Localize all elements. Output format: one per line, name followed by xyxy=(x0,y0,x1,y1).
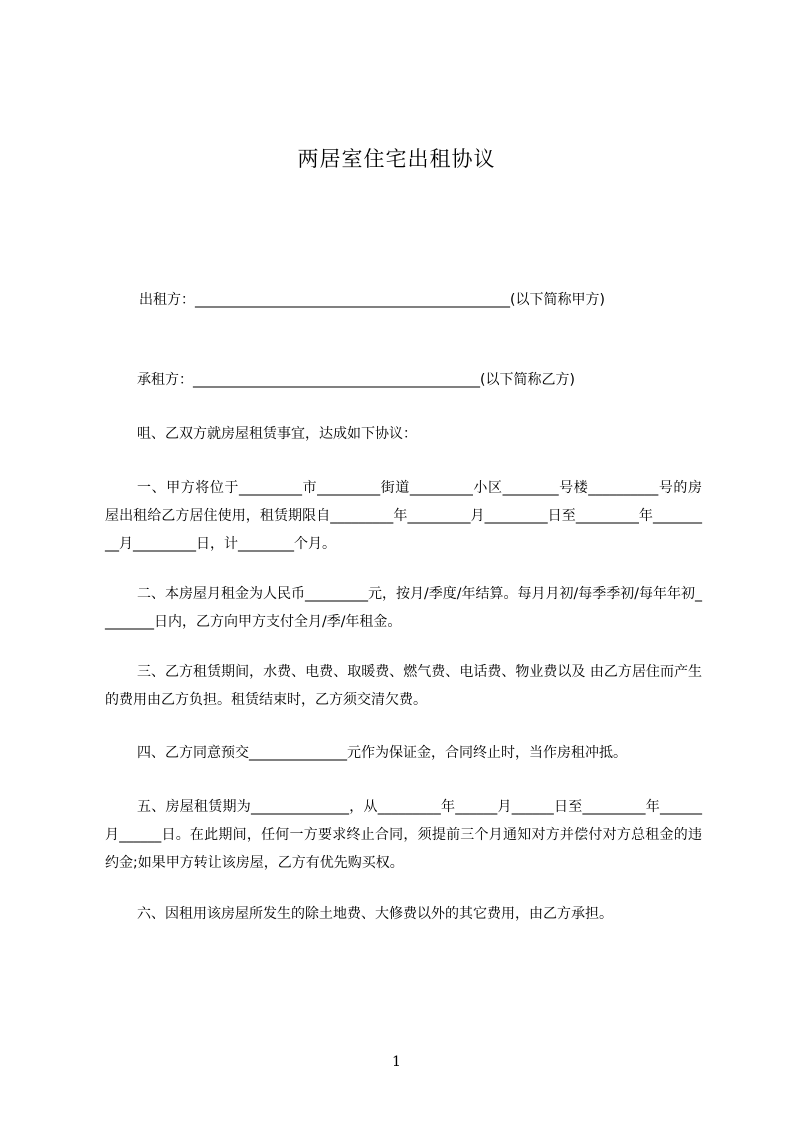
clause-6: 六、因租用该房屋所发生的除土地费、大修费以外的其它费用，由乙方承担。 xyxy=(137,906,613,922)
clause-2: 二、本房屋月租金为人民币_________元，按月/季度/年结算。每月月初/每季季初/每年年初________日内，乙方向甲方支付全月/季/年租金。 xyxy=(105,586,702,630)
document-title: 两居室住宅出租协议 xyxy=(297,147,496,171)
clause-3: 三、乙方租赁期间，水费、电费、取暖费、燃气费、电话费、物业费以及 由乙方居住而产生的费用由乙方负担。租赁结束时，乙方须交清欠费。 xyxy=(105,664,702,708)
clause-1: 一、甲方将位于_________市_________街道_________小区________号楼__________号的房屋出租给乙方居住使用，租赁期限自_________年_________月_________日至_________年_________月_________日，计________个月。 xyxy=(105,480,702,552)
lessee-line: 承租方：_________________________________________(以下简称乙方) xyxy=(137,372,575,388)
page-number: 1 xyxy=(392,1054,401,1070)
clause-4: 四、乙方同意预交______________元作为保证金，合同终止时，当作房租冲抵。 xyxy=(137,745,627,761)
intro-paragraph: 咀、乙双方就房屋租赁事宜，达成如下协议： xyxy=(137,426,417,442)
clause-5: 五、房屋租赁期为______________，从_________年______月______日至_________年______月______日。在此期间，任何一方要求终止合同，须提前三个月通知对方并偿付对方总租金的违约金;如果甲方转让该房屋，乙方有优先购买权。 xyxy=(105,799,702,871)
lessor-line: 出租方：_____________________________________________(以下简称甲方) xyxy=(139,292,605,308)
